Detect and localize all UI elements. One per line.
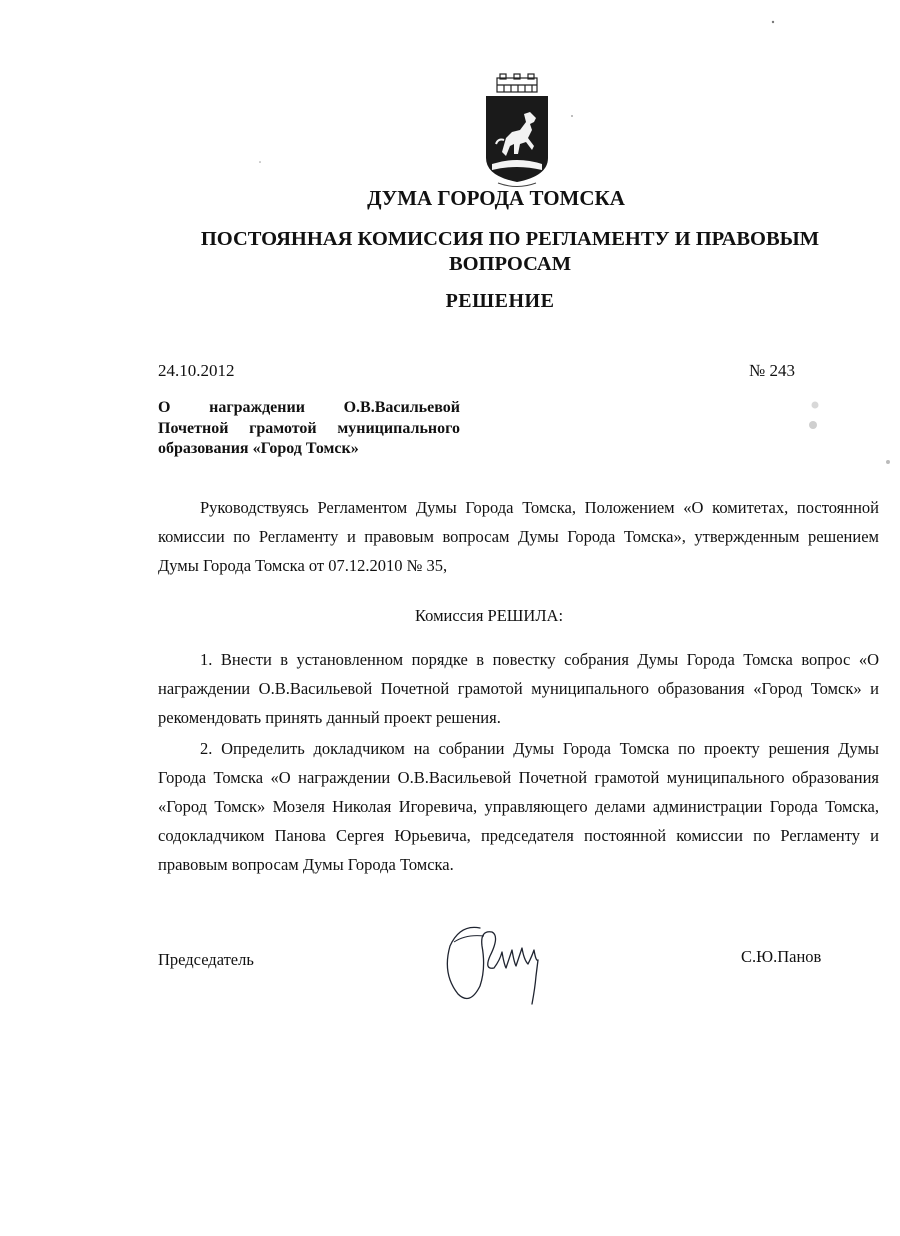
resolution-item-2: 2. Определить докладчиком на собрании Думы Города Томска по проекту решения Думы Города Томска «О награждении О.В.Васильевой Почетной грамотой муниципального образования «Город Томск» Мозеля Николая Игоревича, управляющего делами администрации Города Томска, содокладчиком Панова Сергея Юрьевича, председателя постоянной комиссии по Регламенту и правовым вопросам Думы Города Томска. [158,739,879,874]
document-number: № 243 [749,361,795,380]
document-type: РЕШЕНИЕ [445,290,555,312]
commission-title: ПОСТОЯННАЯ КОМИССИЯ ПО РЕГЛАМЕНТУ И ПРАВОВЫМ ВОПРОСАМ [200,228,820,275]
document-date: 24.10.2012 [158,361,235,380]
intro-paragraph: Руководствуясь Регламентом Думы Города Томска, Положением «О комитетах, постоянной комиссии по Регламенту и правовым вопросам Думы Города Томска», утвержденным решением Думы Города Томска от 07.12.2010 № 35, [158,498,879,575]
document-subject: О награждении О.В.Васильевой Почетной грамотой муниципального образования «Город Томск» [158,399,460,457]
signatory-name: С.Ю.Панов [741,947,822,966]
resolution-item-1: 1. Внести в установленном порядке в повестку собрания Думы Города Томска вопрос «О награждении О.В.Васильевой Почетной грамотой муниципального образования «Город Томск» и рекомендовать принять данный проект решения. [158,650,879,727]
resolved-heading: Комиссия РЕШИЛА: [414,606,564,625]
tomsk-coat-of-arms-icon [482,72,552,190]
signatory-role: Председатель [158,950,254,969]
handwritten-signature-icon [440,916,550,1011]
organization-title: ДУМА ГОРОДА ТОМСКА [367,186,625,210]
